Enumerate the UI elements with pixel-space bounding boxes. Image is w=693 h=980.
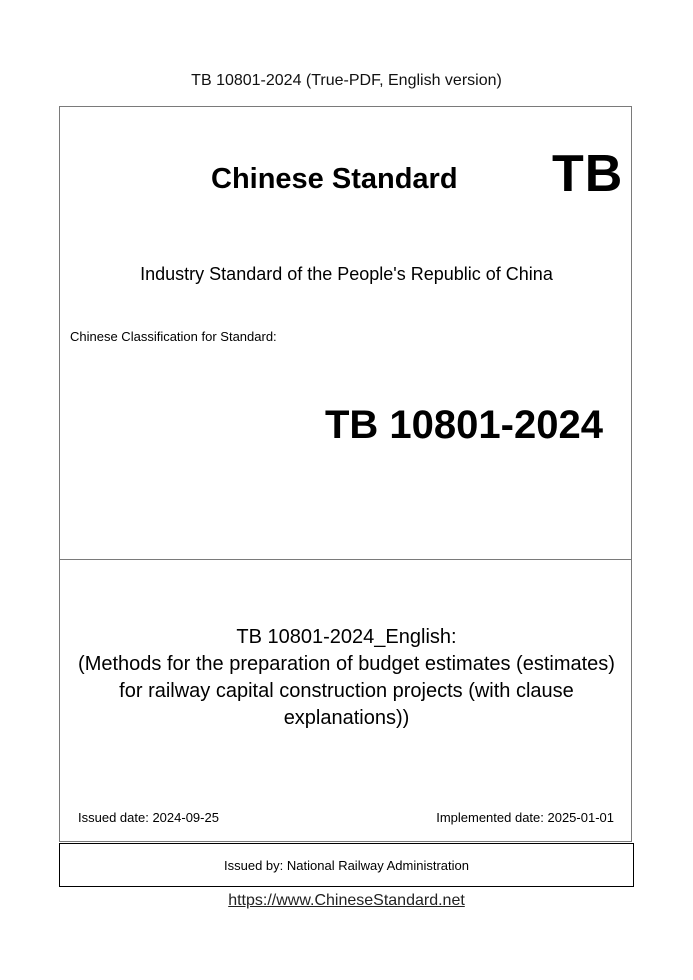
classification-label: Chinese Classification for Standard: xyxy=(70,329,277,344)
document-header-title: TB 10801-2024 (True-PDF, English version) xyxy=(191,72,502,89)
english-title-line: explanations)) xyxy=(283,707,410,729)
standard-number: TB 10801-2024 xyxy=(325,403,603,447)
implemented-date: Implemented date: 2025-01-01 xyxy=(436,810,614,825)
industry-standard-line: Industry Standard of the People's Republic of China xyxy=(140,264,553,284)
website-link[interactable]: https://www.ChineseStandard.net xyxy=(228,892,465,909)
issued-date: Issued date: 2024-09-25 xyxy=(78,810,219,825)
english-title-line: TB 10801-2024_English: xyxy=(236,626,457,648)
english-title-block xyxy=(59,624,634,732)
standard-code-logo: TB xyxy=(552,145,624,203)
english-title-line: for railway capital construction projects (with clause xyxy=(119,680,574,702)
english-title-line: (Methods for the preparation of budget estimates (estimates) xyxy=(78,653,615,675)
issuer-box xyxy=(59,843,634,887)
issuer-text: Issued by: National Railway Administration xyxy=(224,857,469,873)
standard-label: Chinese Standard xyxy=(211,163,458,195)
